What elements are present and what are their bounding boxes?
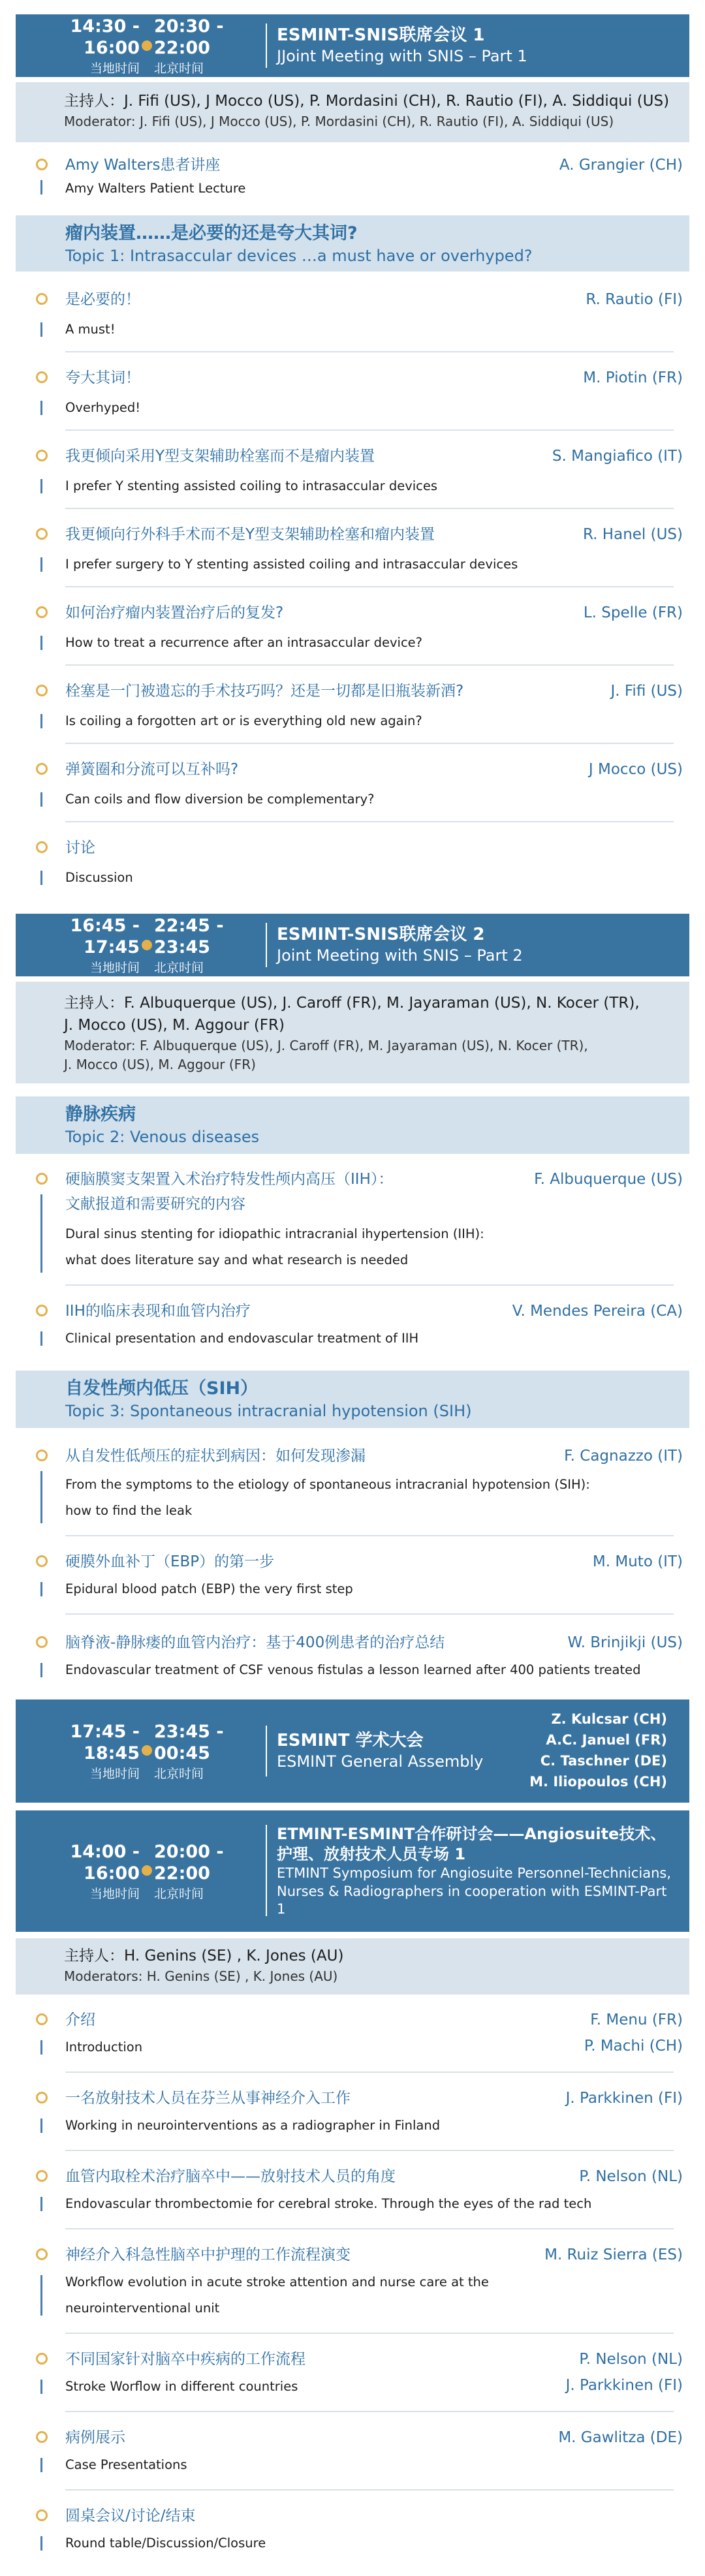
divider [65,743,674,744]
sun-icon [142,940,152,950]
list-item: 是必要的！ R. Rautio (FI) A must! [0,288,705,354]
timeline-bar [40,2458,42,2472]
divider [65,821,674,822]
timeline-bar [40,2040,42,2055]
speaker-list: Z. Kulcsar (CH) A.C. Januel (FR) C. Taschner (DE) M. Iliopoulos (CH) [529,1711,667,1790]
timeline-bar [40,1194,42,1273]
topic-header-1: 瘤内装置……是必要的还是夸大其词? Topic 1: Intrasaccular devices …a must have or overhyped? [16,215,689,272]
divider [65,664,674,666]
sun-icon [142,1865,152,1876]
circle-bullet-icon [36,606,48,618]
divider [65,2150,674,2151]
divider [65,2072,674,2073]
session-title-en: ETMINT Symposium for Angiosuite Personnel-Technicians, [277,1865,672,1882]
list-item: 病例展示 M. Gawlitza (DE) Case Presentations [0,2427,705,2492]
local-time: 17:45 - 18:45 [70,1722,140,1763]
chairs-zh: 主持人：J. Fifi (US), J Mocco (US), P. Mordasini (CH), R. Rautio (FI), A. Siddiqui (US) [64,93,670,110]
session-title-zh: ESMINT 学术大会 [277,1730,424,1750]
timeline-bar [40,1471,42,1523]
timeline-bar [40,1663,42,1677]
list-item: 弹簧圈和分流可以互补吗? J Mocco (US) Can coils and flow diversion be complementary? [0,758,705,824]
list-item: 脑脊液-静脉瘘的血管内治疗：基于400例患者的治疗总结 W. Brinjikji (US) Endovascular treatment of CSF venous fistulas a lesson learned after 400 patients treated [0,1632,705,1684]
session-title-en: ESMINT General Assembly [277,1752,484,1771]
session-title-zh: ETMINT-ESMINT合作研讨会——Angiosuite技术、 [277,1824,666,1843]
timeline-bar [40,401,42,415]
circle-bullet-icon [36,528,48,540]
list-item: 圆桌会议/讨论/结束 Round table/Discussion/Closure [0,2505,705,2564]
sun-icon [142,1745,152,1756]
local-time-label: 当地时间 [89,1766,140,1781]
sun-icon [142,40,152,51]
divider [65,1535,674,1536]
divider [65,2228,674,2229]
divider [266,23,267,68]
circle-bullet-icon [36,841,48,853]
list-item: 一名放射技术人员在芬兰从事神经介入工作 J. Parkkinen (FI) Working in neurointerventions as a radiographer in Finland [0,2087,705,2152]
circle-bullet-icon [36,1555,48,1567]
divider [65,2411,674,2412]
circle-bullet-icon [36,2509,48,2521]
timeline-bar [40,2275,42,2316]
session-title-en: JJoint Meeting with SNIS – Part 1 [277,47,527,66]
divider [65,2333,674,2334]
divider [266,1825,267,1916]
divider [266,1726,267,1777]
list-item: 我更倾向采用Y型支架辅助栓塞而不是瘤内装置 S. Mangiafico (IT) I prefer Y stenting assisted coiling to intrasaccular devices [0,445,705,510]
topic-header-3: 自发性颅内低压（SIH） Topic 3: Spontaneous intracranial hypotension (SIH) [16,1371,689,1428]
timeline-bar [40,2380,42,2394]
list-item: 硬膜外血补丁（EBP）的第一步 M. Muto (IT) Epidural blood patch (EBP) the very first step [0,1551,705,1616]
local-time: 16:45 - 17:45 [70,916,140,957]
list-item: 如何治疗瘤内装置治疗后的复发? L. Spelle (FR) How to treat a recurrence after an intrasaccular device? [0,602,705,667]
session-title-en: Joint Meeting with SNIS – Part 2 [277,946,523,965]
timeline-bar [40,322,42,337]
timeline-bar [40,2118,42,2133]
timeline-bar [40,2536,42,2551]
list-item: 我更倾向行外科手术而不是Y型支架辅助栓塞和瘤内装置 R. Hanel (US) I prefer surgery to Y stenting assisted coiling and intrasaccular devices [0,523,705,589]
circle-bullet-icon [36,1450,48,1461]
session-title-zh: ESMINT-SNIS联席会议 1 [277,25,485,45]
circle-bullet-icon [36,1173,48,1185]
divider [65,1613,674,1615]
list-item: 介绍 F. Menu (FR) P. Machi (CH) Introduction [0,2009,705,2074]
list-item: 夸大其词！ M. Piotin (FR) Overhyped! [0,367,705,432]
circle-bullet-icon [36,450,48,461]
circle-bullet-icon [36,2170,48,2182]
chairs-en: Moderator: J. Fifi (US), J Mocco (US), P. Mordasini (CH), R. Rautio (FI), A. Siddiqui (US) [64,114,614,129]
beijing-time-label: 北京时间 [154,960,204,975]
divider [65,2489,674,2491]
timeline-bar [40,180,42,194]
circle-bullet-icon [36,2353,48,2365]
circle-bullet-icon [36,685,48,696]
divider [65,508,674,509]
local-time-label: 当地时间 [89,1886,140,1901]
circle-bullet-icon [36,1305,48,1316]
beijing-time: 20:30 - 22:00 [154,16,224,58]
list-item: 栓塞是一门被遗忘的手术技巧吗？还是一切都是旧瓶装新酒? J. Fifi (US) Is coiling a forgotten art or is everything old new again? [0,680,705,745]
topic-header-2: 静脉疾病 Topic 2: Venous diseases [16,1096,689,1154]
beijing-time-label: 北京时间 [154,1886,204,1901]
circle-bullet-icon [36,293,48,305]
circle-bullet-icon [36,763,48,775]
divider [65,429,674,431]
timeline-bar [40,2197,42,2211]
circle-bullet-icon [36,159,48,170]
list-item: 神经介入科急性脑卒中护理的工作流程演变 M. Ruiz Sierra (ES) Workflow evolution in acute stroke attention and nurse care at the neurointerventional unit [0,2244,705,2335]
timeline-bar [40,871,42,885]
session-title-zh: ESMINT-SNIS联席会议 2 [277,924,485,944]
beijing-time: 22:45 - 23:45 [154,916,224,957]
session-header-2 [16,914,689,976]
session-header-3 [16,1699,689,1803]
local-time: 14:30 - 16:00 [70,16,140,58]
circle-bullet-icon [36,1636,48,1648]
moderators-2: 主持人：F. Albuquerque (US), J. Caroff (FR), M. Jayaraman (US), N. Kocer (TR), J. Mocco (US), M. Aggour (FR) Moderator: F. Albuquerque (US), J. Caroff (FR), M. Jayaraman (US), N. Kocer (TR), J. Mocco (US), M. Aggour (FR) [16,982,689,1083]
divider [65,351,674,352]
beijing-time: 20:00 - 22:00 [154,1842,224,1884]
moderators-4: 主持人：H. Genins (SE) , K. Jones (AU) Moderators: H. Genins (SE) , K. Jones (AU) [16,1938,689,1994]
list-item: 从自发性低颅压的症状到病因：如何发现渗漏 F. Cagnazzo (IT) From the symptoms to the etiology of spontaneous intracranial hypotension (SIH): how to find the leak [0,1445,705,1536]
list-item: 不同国家针对脑卒中疾病的工作流程 P. Nelson (NL) J. Parkkinen (FI) Stroke Worflow in different countries [0,2348,705,2413]
circle-bullet-icon [36,2431,48,2443]
session-header-4: 14:00 - 16:00 当地时间 20:00 - 22:00 北京时间 ETMINT-ESMINT合作研讨会——Angiosuite技术、 护理、放射技术人员专场 1 ETMINT Symposium for Angiosuite Personnel-Technicians, Nurses & Radiographers in cooperation with ESMINT-Part 1 [16,1810,689,1932]
divider [266,923,267,967]
local-time-label: 当地时间 [89,960,140,975]
list-item: 硬脑膜窦支架置入术治疗特发性颅内高压（IIH）： 文献报道和需要研究的内容 F. Albuquerque (US) Dural sinus stenting for idiopathic intracranial ihypertension (IIH): what does literature say and what research is needed [0,1168,705,1286]
local-time: 14:00 - 16:00 [70,1842,140,1884]
circle-bullet-icon [36,2013,48,2025]
timeline-bar [40,636,42,650]
timeline-bar [40,792,42,807]
moderators-1 [16,82,689,142]
circle-bullet-icon [36,2092,48,2103]
divider [65,586,674,587]
circle-bullet-icon [36,2248,48,2260]
timeline-bar [40,714,42,728]
circle-bullet-icon [36,371,48,383]
list-item: Amy Walters患者讲座 A. Grangier (CH) Amy Walters Patient Lecture [0,154,705,200]
divider [65,1284,674,1286]
timeline-bar [40,479,42,493]
beijing-time: 23:45 - 00:45 [154,1722,224,1763]
timeline-bar [40,557,42,572]
local-time-label: 当地时间 [89,61,140,76]
list-item: 讨论 Discussion [0,837,705,889]
list-item: 血管内取栓术治疗脑卒中——放射技术人员的角度 P. Nelson (NL) Endovascular thrombectomie for cerebral stroke. Through the eyes of the rad tech [0,2165,705,2231]
timeline-bar [40,1582,42,1596]
list-item: IIH的临床表现和血管内治疗 V. Mendes Pereira (CA) Clinical presentation and endovascular treatment of IIH [0,1300,705,1359]
beijing-time-label: 北京时间 [154,1766,204,1781]
beijing-time-label: 北京时间 [154,61,204,76]
timeline-bar [40,1331,42,1346]
session-header-1 [16,14,689,77]
